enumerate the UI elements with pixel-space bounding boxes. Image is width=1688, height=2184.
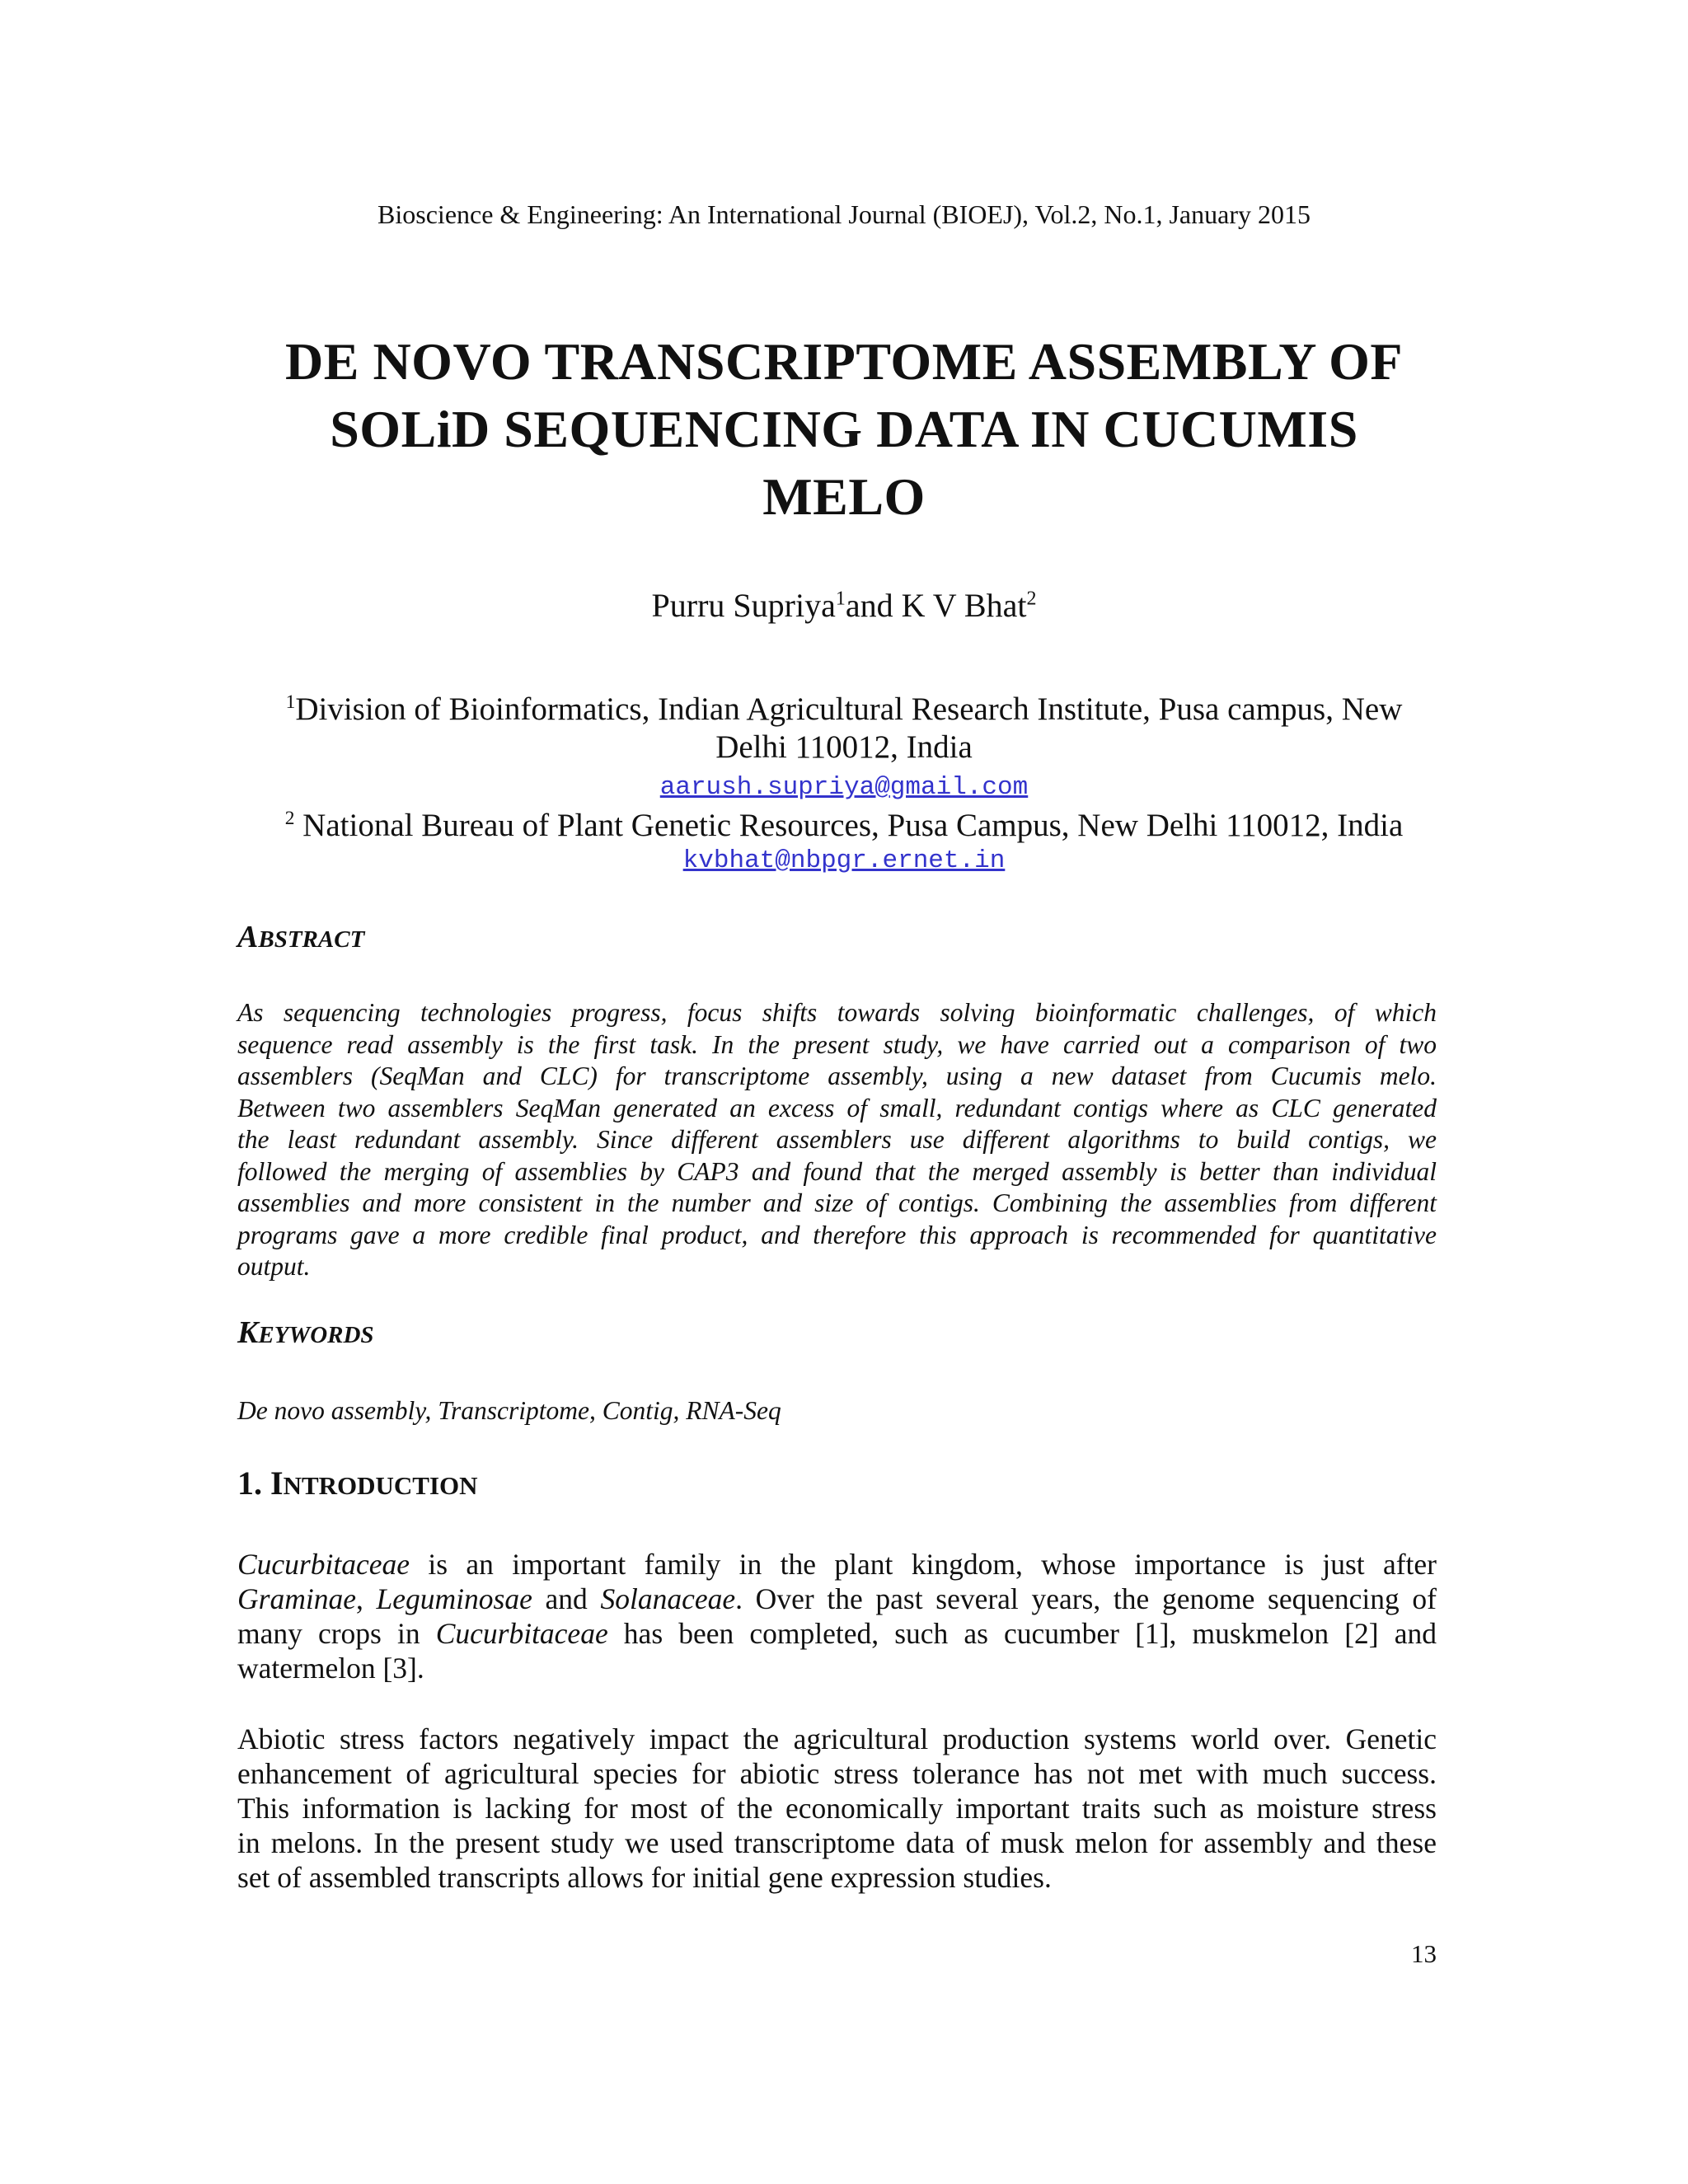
keywords-text: De novo assembly, Transcriptome, Contig, RNA-Seq [237,1396,781,1425]
email-link-1[interactable] [0,773,1688,803]
paragraph-line: This information is lacking for most of the economically important traits such as moisture stress [237,1792,1437,1825]
abstract-line: assemblies and more consistent in the number and size of contigs. Combining the assemblies from different [237,1188,1437,1217]
author-superscript: 1 [835,588,846,610]
intro-paragraph-1 [237,1547,1437,1685]
paragraph-line: watermelon [3]. [237,1652,424,1685]
affiliation-superscript: 2 [284,808,295,829]
author-superscript: 2 [1026,588,1037,610]
abstract-line: output. [237,1252,311,1281]
title-line: MELO [762,467,926,526]
running-head: Bioscience & Engineering: An International Journal (BIOEJ), Vol.2, No.1, January 2015 [377,199,1311,229]
affiliation-1 [0,691,1688,729]
paragraph-line: Graminae, Leguminosae and Solanaceae. Over the past several years, the genome sequencing of [237,1582,1437,1615]
author-name: and K V Bhat [845,587,1027,624]
email-address[interactable]: kvbhat@nbpgr.ernet.in [682,846,1006,875]
paragraph-line: in melons. In the present study we used transcriptome data of musk melon for assembly and these [237,1826,1437,1859]
affiliation-1-line2: Delhi 110012, India [715,729,973,765]
introduction-heading: 1. INTRODUCTION [237,1465,478,1502]
title-line: SOLiD SEQUENCING DATA IN CUCUMIS [330,400,1358,458]
paragraph-line: many crops in Cucurbitaceae has been completed, such as cucumber [1], muskmelon [2] and [237,1617,1437,1650]
abstract-heading: ABSTRACT [237,920,365,954]
affiliation-2 [0,807,1688,845]
section-number: 1. [237,1465,262,1502]
intro-paragraph-2 [237,1722,1437,1895]
paragraph-line: enhancement of agricultural species for abiotic stress tolerance has not met with much success. [237,1757,1437,1790]
keywords-heading: KEYWORDS [237,1315,374,1350]
author-name: Purru Supriya [651,587,836,624]
abstract-line: assemblers (SeqMan and CLC) for transcriptome assembly, using a new dataset from Cucumis melo. [237,1062,1437,1090]
affiliation-text: National Bureau of Plant Genetic Resources, Pusa Campus, New Delhi 110012, India [294,808,1404,843]
paragraph-line: Cucurbitaceae is an important family in the plant kingdom, whose importance is just after [237,1548,1437,1581]
abstract-line: Between two assemblers SeqMan generated an excess of small, redundant contigs where as CLC generated [237,1093,1437,1122]
email-address[interactable]: aarush.supriya@gmail.com [659,773,1029,802]
abstract-line: As sequencing technologies progress, focus shifts towards solving bioinformatic challenges, of which [237,998,1437,1027]
abstract-line: sequence read assembly is the first task. In the present study, we have carried out a comparison of two [237,1029,1437,1059]
paragraph-line: set of assembled transcripts allows for initial gene expression studies. [237,1861,1052,1894]
affiliation-superscript: 1 [285,691,296,713]
author-list [0,585,1688,626]
affiliation-text: Division of Bioinformatics, Indian Agricultural Research Institute, Pusa campus, New [295,691,1403,727]
title-line: DE NOVO TRANSCRIPTOME ASSEMBLY OF [285,332,1403,391]
abstract-line: followed the merging of assemblies by CAP3 and found that the merged assembly is better than individual [237,1156,1437,1186]
paragraph-line: Abiotic stress factors negatively impact the agricultural production systems world over. Genetic [237,1722,1437,1755]
page-number: 13 [1411,1939,1437,1968]
abstract-line: programs gave a more credible final product, and therefore this approach is recommended for quantitative [237,1220,1437,1249]
abstract-line: the least redundant assembly. Since different assemblers use different algorithms to build contigs, we [237,1125,1437,1154]
paper-title [181,328,1507,531]
abstract-body [237,997,1437,1283]
email-link-2[interactable] [0,846,1688,876]
